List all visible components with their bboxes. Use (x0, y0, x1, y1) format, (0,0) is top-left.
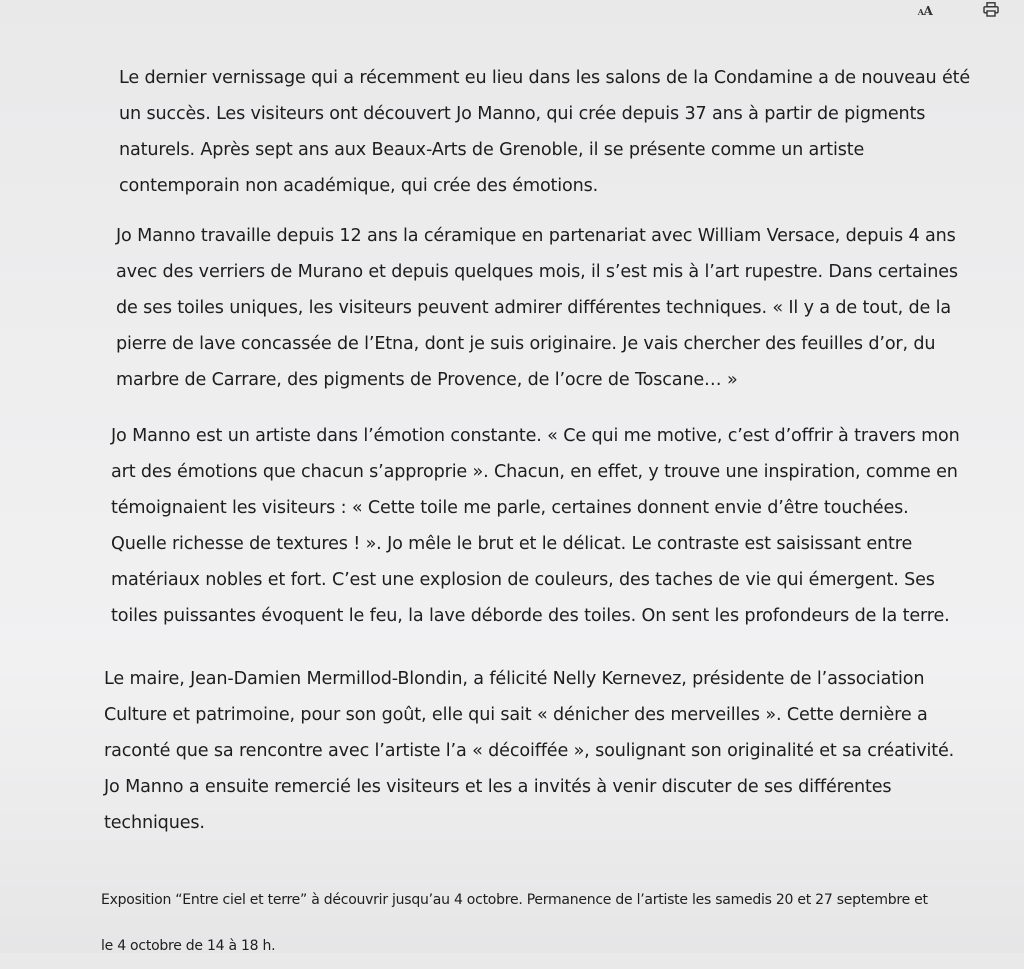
paragraph-line: marbre de Carrare, des pigments de Provence, de l’ocre de Toscane… » (116, 370, 738, 390)
paragraph-line: Culture et patrimoine, pour son goût, elle qui sait « dénicher des merveilles ». Cette dernière a (104, 705, 928, 725)
article-paragraph (111, 418, 960, 634)
exhibition-note-line: Exposition “Entre ciel et terre” à découvrir jusqu’au 4 octobre. Permanence de l’artiste les samedis 20 et 27 septembre et (101, 892, 928, 908)
font-size-large-glyph: A (923, 3, 933, 18)
paragraph-line: pierre de lave concassée de l’Etna, dont je suis originaire. Je vais chercher des feuilles d’or, du (116, 334, 936, 354)
paragraph-line: Quelle richesse de textures ! ». Jo mêle le brut et le délicat. Le contraste est saisissant entre (111, 534, 913, 554)
font-size-button[interactable] (912, 0, 938, 18)
font-size-small-glyph: A (917, 6, 924, 17)
paragraph-line: Jo Manno est un artiste dans l’émotion constante. « Ce qui me motive, c’est d’offrir à travers mon (111, 426, 960, 446)
article-paragraph (104, 661, 954, 841)
paragraph-line: contemporain non académique, qui crée des émotions. (119, 176, 599, 196)
paragraph-line: avec des verriers de Murano et depuis quelques mois, il s’est mis à l’art rupestre. Dans certaines (116, 262, 958, 282)
paragraph-line: Jo Manno a ensuite remercié les visiteurs et les a invités à venir discuter de ses différentes (104, 777, 892, 797)
paragraph-line: Le dernier vernissage qui a récemment eu lieu dans les salons de la Condamine a de nouveau été (119, 68, 971, 88)
paragraph-line: toiles puissantes évoquent le feu, la lave déborde des toiles. On sent les profondeurs de la terre. (111, 606, 950, 626)
paragraph-line: un succès. Les visiteurs ont découvert Jo Manno, qui crée depuis 37 ans à partir de pigments (119, 104, 926, 124)
paragraph-line: naturels. Après sept ans aux Beaux-Arts de Grenoble, il se présente comme un artiste (119, 140, 865, 160)
exhibition-note (101, 877, 928, 969)
paragraph-line: Jo Manno travaille depuis 12 ans la céramique en partenariat avec William Versace, depuis 4 ans (116, 226, 956, 246)
paragraph-line: témoignaient les visiteurs : « Cette toile me parle, certaines donnent envie d’être touchées. (111, 498, 909, 518)
text-size-icon (918, 0, 933, 19)
article-paragraph (119, 60, 970, 204)
paragraph-line: matériaux nobles et fort. C’est une explosion de couleurs, des taches de vie qui émergent. Ses (111, 570, 935, 590)
paragraph-line: techniques. (104, 813, 205, 833)
print-button[interactable] (981, 0, 1001, 18)
paragraph-line: de ses toiles uniques, les visiteurs peuvent admirer différentes techniques. « Il y a de tout, de la (116, 298, 952, 318)
printer-icon (983, 2, 999, 17)
paragraph-line: raconté que sa rencontre avec l’artiste l’a « décoiffée », soulignant son originalité et sa créativité. (104, 741, 955, 761)
paragraph-line: Le maire, Jean-Damien Mermillod-Blondin, a félicité Nelly Kernevez, présidente de l’association (104, 669, 925, 689)
exhibition-note-line: le 4 octobre de 14 à 18 h. (101, 938, 276, 954)
article-paragraph (116, 218, 958, 398)
paragraph-line: art des émotions que chacun s’approprie ». Chacun, en effet, y trouve une inspiration, comme en (111, 462, 958, 482)
